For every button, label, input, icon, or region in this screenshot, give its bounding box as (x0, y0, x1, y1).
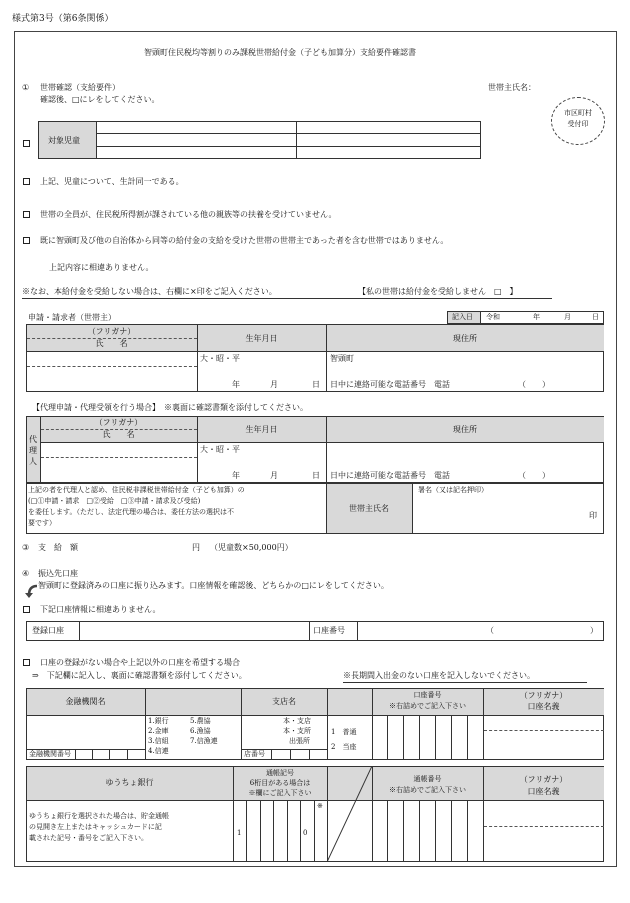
yucho-digit-last: 0 (303, 829, 308, 837)
stmt3: 既に智頭町及び他の自治体から同等の給付金の支給を受けた世帯の世帯主であった者を含む世帯ではありません。 (40, 236, 449, 245)
branch-type-2: 本・支所 (283, 727, 311, 735)
opt2-checkbox[interactable] (23, 659, 30, 666)
yucho-instr-l1: ゆうちょ銀行を選択された場合は、貯金通帳 (29, 812, 169, 820)
yucho-book-no-label: 通帳番号 (413, 775, 442, 783)
yucho-symbol-l3: ※欄にご記入下さい (248, 789, 312, 797)
form-number: 様式第3号（第6条関係） (12, 14, 114, 24)
registered-label: 登録口座 (32, 626, 64, 635)
signature-label: 署名（又は記名押印） (418, 486, 488, 494)
applicant-label: 申請・請求者（世帯主） (28, 313, 116, 322)
opt1-label: 下記口座情報に相違ありません。 (40, 605, 161, 614)
grid-line (309, 749, 310, 760)
digit-cell (467, 800, 468, 862)
grid-line (327, 688, 328, 760)
sec3-num: ③ (22, 543, 30, 552)
digit-cell (419, 800, 420, 862)
bank-holder-label: 口座名義 (527, 702, 560, 711)
grid-line (96, 146, 481, 147)
decline-underline (22, 298, 552, 299)
grid-line (271, 749, 272, 760)
digit-cell (435, 800, 436, 862)
stamp-line2: 受付印 (567, 120, 589, 128)
stmt1-checkbox[interactable] (23, 178, 30, 185)
proxy-year: 年 (232, 471, 240, 480)
digit-cell (451, 800, 452, 862)
grid-line (96, 133, 481, 134)
proxy-side-label: 代理人 (29, 435, 37, 466)
yucho-holder-furigana: （フリガナ） (519, 775, 568, 784)
bank-acct-note: ※右詰めでご記入下さい (389, 702, 466, 710)
proxy-eras: 大・昭・平 (200, 445, 240, 454)
yucho-star: ※ (317, 802, 323, 810)
grid-line (127, 749, 128, 760)
inst-type-4: 4.信連 (148, 747, 169, 755)
grid-line (79, 621, 80, 641)
diagonal-strike (327, 766, 372, 862)
branch-type-3: 出張所 (289, 737, 310, 745)
proxy-birth-label: 生年月日 (245, 425, 278, 434)
grid-line (357, 621, 358, 641)
warning-underline (343, 682, 587, 683)
yucho-holder-divider (484, 826, 604, 827)
sec3-yen: 円 (192, 543, 200, 552)
form-title: 智頭町住民税均等割りのみ課税世帯給付金（子ども加算分）支給要件確認書 (144, 48, 416, 57)
delegate-line3: を委任します。（ただし、法定代理の場合は、委任方法の選択は不 (28, 508, 234, 516)
digit-cell (403, 715, 404, 760)
digit-cell (419, 715, 420, 760)
yucho-symbol-l1: 通帳記号 (266, 769, 294, 777)
stamp-line1: 市区町村 (564, 109, 592, 117)
delegate-line4: 要です） (28, 519, 56, 527)
householder-name-label: 世帯主氏名： (488, 83, 536, 92)
digit-cell (435, 715, 436, 760)
grid-line (26, 351, 604, 352)
digit-cell (260, 800, 261, 862)
grid-line (109, 749, 110, 760)
sec4-desc: 智頭町に登録済みの口座に振り込みます。口座情報を確認後、どちらかの□にレをしてください。 (38, 581, 389, 590)
applicant-phone-paren: （ ） (518, 380, 550, 389)
sec1-num: ① (22, 83, 30, 92)
decline-note: ※なお、本給付金を受給しない場合は、右欄に×印をご記入ください。 (22, 287, 277, 296)
inst-type-2: 2.金庫 (148, 727, 169, 735)
proxy-phone-note: 日中に連絡可能な電話番号 電話 (330, 471, 450, 480)
date-day: 日 (592, 313, 599, 321)
inst-type-6: 6.漁協 (190, 727, 211, 735)
branch-type-1: 本・支店 (283, 717, 311, 725)
grid-line (75, 749, 76, 760)
long-term-warning: ※長期間入出金のない口座を記入しないでください。 (343, 671, 535, 680)
sec3-label: 支 給 額 (38, 543, 78, 552)
grid-line (309, 621, 310, 641)
registered-acct-label: 口座番号 (313, 626, 345, 635)
bank-branch-label: 支店名 (272, 697, 296, 706)
digit-cell (467, 715, 468, 760)
child-label: 対象児童 (48, 136, 80, 145)
child-checkbox[interactable] (23, 140, 30, 147)
yucho-instr-l2: の見開き左上またはキャッシュカードに記 (29, 823, 162, 831)
branch-no-label: 店番号 (244, 750, 265, 758)
opt2-sub: ⇒ 下記欄に記入し、裏面に確認書類を添付してください。 (32, 671, 247, 680)
inst-type-3: 3.信組 (148, 737, 169, 745)
grid-line (26, 715, 604, 716)
date-label: 記入日 (452, 313, 473, 321)
applicant-town: 智頭町 (330, 354, 354, 363)
proxy-name-divider (41, 457, 197, 458)
decline-box[interactable]: 【私の世帯は給付金を受給しません □ 】 (358, 287, 518, 296)
proxy-phone-paren: （ ） (518, 471, 550, 480)
yucho-label: ゆうちょ銀行 (105, 778, 154, 787)
acct-type-1: 1 普通 (331, 728, 357, 736)
stmt2: 世帯の全員が、住民税所得割が課されている他の親族等の扶養を受けていません。 (40, 210, 337, 219)
child-table (38, 121, 481, 159)
holder-divider (484, 730, 604, 731)
digit-cell (300, 800, 301, 862)
stmt1: 上記、児童について、生計同一である。 (40, 177, 184, 186)
opt2-label: 口座の登録がない場合や上記以外の口座を希望する場合 (40, 658, 240, 667)
inst-type-7: 7.信漁連 (190, 737, 218, 745)
yucho-digit-first: 1 (237, 829, 242, 837)
seal-mark: 印 (589, 511, 597, 520)
grid-line (145, 688, 146, 760)
applicant-year: 年 (232, 380, 240, 389)
delegate-line1: 上記の者を代理人と認め、住民税非課税世帯給付金（子ども加算）の (28, 486, 245, 494)
delegate-line2: (□①申請・請求 □②受給 □③申請・請求及び受給) (28, 497, 201, 505)
applicant-phone-note: 日中に連絡可能な電話番号 電話 (330, 380, 450, 389)
proxy-name-label: 氏 名 (102, 430, 135, 439)
grid-line (480, 311, 481, 324)
grid-line (290, 749, 291, 760)
digit-cell (403, 800, 404, 862)
digit-cell (287, 800, 288, 862)
inst-type-1: 1.銀行 (148, 717, 169, 725)
proxy-day: 日 (312, 471, 320, 480)
digit-cell (387, 800, 388, 862)
stmt3-checkbox[interactable] (23, 237, 30, 244)
grid-line (40, 442, 604, 443)
sec1-instruction: 確認後、□にレをしてください。 (40, 95, 160, 104)
proxy-furigana: （フリガナ） (94, 418, 143, 427)
applicant-birth-label: 生年月日 (245, 334, 278, 343)
stmt2-checkbox[interactable] (23, 211, 30, 218)
name-divider (27, 366, 197, 367)
date-era: 令和 (486, 313, 500, 321)
bank-acct-label: 口座番号 (413, 691, 442, 699)
grid-line (96, 121, 97, 159)
digit-cell (246, 800, 247, 862)
digit-cell (273, 800, 274, 862)
inst-no-label: 金融機関番号 (29, 750, 71, 758)
applicant-month: 月 (270, 380, 278, 389)
registered-paren: （ ） (486, 626, 598, 635)
yucho-instr-l3: 載された記号・番号をご記入下さい。 (29, 834, 148, 842)
digit-cell (387, 715, 388, 760)
grid-line (412, 483, 413, 534)
sec1-heading: 世帯確認（支給要件） (40, 83, 120, 92)
yucho-symbol-l2: 6桁目がある場合は (249, 779, 311, 787)
sec3-note: （児童数×50,000円） (210, 543, 293, 552)
proxy-month: 月 (270, 471, 278, 480)
digit-cell (314, 800, 315, 862)
grid-line (296, 121, 297, 159)
sec4-heading: 振込先口座 (38, 569, 78, 578)
delegation-householder-label: 世帯主氏名 (349, 504, 389, 513)
bank-inst-label: 金融機関名 (65, 697, 106, 706)
curved-arrow-icon (23, 583, 39, 599)
opt1-checkbox[interactable] (23, 606, 30, 613)
date-year: 年 (533, 313, 540, 321)
grid-line (26, 800, 604, 801)
confirm-text: 上記内容に相違ありません。 (49, 263, 154, 272)
applicant-eras: 大・昭・平 (200, 354, 240, 363)
yucho-book-no-note: ※右詰めでご記入下さい (389, 786, 466, 794)
acct-type-2: 2 当座 (331, 743, 357, 751)
bank-holder-furigana: （フリガナ） (519, 691, 568, 700)
proxy-address-label: 現住所 (453, 425, 477, 434)
inst-type-5: 5.農協 (190, 717, 211, 725)
applicant-furigana: （フリガナ） (87, 327, 136, 336)
digit-cell (451, 715, 452, 760)
applicant-name-label: 氏 名 (95, 339, 128, 348)
date-month: 月 (564, 313, 571, 321)
yucho-holder-label: 口座名義 (527, 787, 560, 796)
sec4-num: ④ (22, 569, 30, 578)
proxy-heading: 【代理申請・代理受領を行う場合】 ※裏面に確認書類を添付してください。 (32, 403, 308, 412)
applicant-address-label: 現住所 (453, 334, 477, 343)
applicant-day: 日 (312, 380, 320, 389)
grid-line (92, 749, 93, 760)
